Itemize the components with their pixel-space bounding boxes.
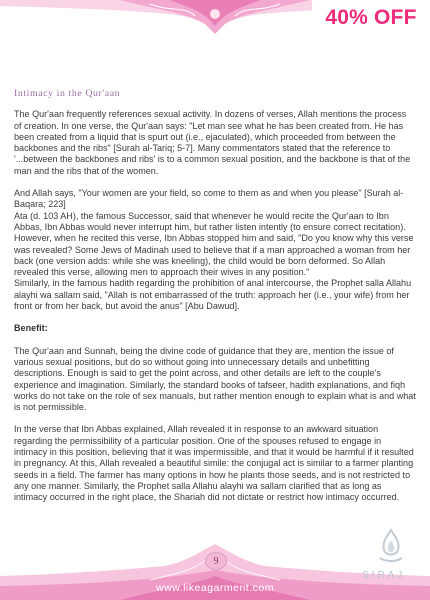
benefit-label: Benefit:	[14, 323, 48, 334]
paragraph-hadith: Similarly, in the famous hadith regarding the prohibition of anal intercourse, the Prophet salla Allahu alayhi wa sallam said, "Allah is not embarrassed of the truth: approach her (i.e., your wife) from her front or from her back, but avoid the anus" [Abu Dawud].	[14, 278, 412, 312]
paragraph-field-verse: And Allah says, "Your women are your field, so come to them as and when you please" [Surah al-Baqara; 223]	[14, 188, 404, 210]
page-content	[14, 88, 416, 515]
footer-url: www.likeagarment.com	[156, 582, 274, 594]
section-heading: Intimacy in the Qur'aan	[14, 88, 121, 99]
discount-badge	[312, 0, 430, 36]
paragraph-creation: The Qur'aan frequently references sexual activity. In dozens of verses, Allah mentions the process of creation. In one verse, the Qur'aan says: "Let man see what he has been created from. He has been created from a liquid that is spurt out (i.e., ejaculated), which proceeded from between the backbones and the ribs" [Surah al-Tariq; 5-7]. Many commentators stated that the reference to '...between the backbones and ribs' is to a common sexual position, and the backbone is that of the man and the ribs that of the women.	[14, 109, 411, 176]
siraj-watermark: SIRAJ	[362, 570, 406, 581]
discount-badge-text: 40% OFF	[325, 6, 417, 29]
page-number: 9	[205, 552, 227, 570]
paragraph-benefit-2: In the verse that Ibn Abbas explained, Allah revealed it in response to an awkward situation regarding the permissibility of a particular position. One of the spouses refused to engage in intimacy in this position, believing that it was impermissible, and that it would be harmful if it resulted in pregnancy. At this, Allah revealed a beautiful simile: the conjugal act is similar to a farmer planting seeds in a field. The farmer has many options in how he plants those seeds, and is not restricted to any one manner. Similarly, the Prophet salla Allahu alayhi wa sallam clarified that as long as intimacy occurred in the right place, the Shariah did not dictate or restrict how intimacy occurred.	[14, 424, 414, 503]
paragraph-benefit-1: The Qur'aan and Sunnah, being the divine code of guidance that they are, mention the issue of various sexual positions, but do so without going into unnecessary details and unbefitting descriptions. Enough is said to get the point across, and other details are left to the couple's experience and imagination. Similarly, the standard books of tafseer, hadith explanations, and fiqh works do not take on the role of sex manuals, but rather mention enough to explain what is and what is not permissible.	[14, 345, 416, 413]
paragraph-ata-narration: Ata (d. 103 AH), the famous Successor, said that whenever he would recite the Qur'aan to Ibn Abbas, Ibn Abbas would never interrupt him, but rather listen intently (to ensure correct recitation). However, when he recited this verse, Ibn Abbas stopped him and said, "Do you know why this verse was revealed? Some Jews of Madinah used to believe that if a man approached a woman from her back (one version adds: while she was kneeling), the child would be born deformed. So Allah revealed this verse, allowing men to approach their wives in any position."	[14, 210, 414, 278]
siraj-lamp-icon	[374, 528, 408, 568]
